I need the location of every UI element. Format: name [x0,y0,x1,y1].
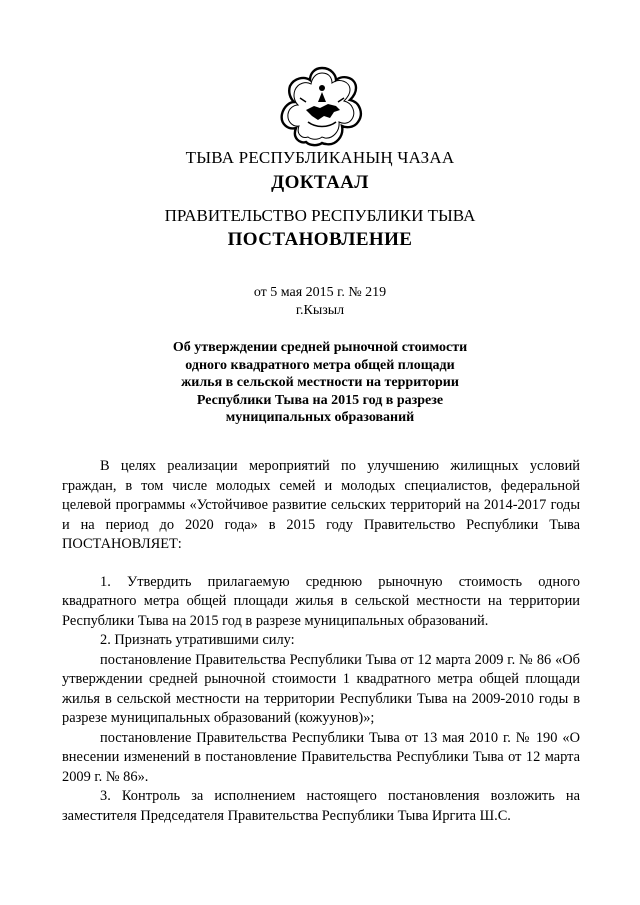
document-city: г.Кызыл [295,303,345,318]
title-line: муниципальных образований [225,410,415,425]
preamble-paragraph: В целях реализации мероприятий по улучшению жилищных условий граждан, в том числе молодых семей и молодых специалистов, федеральной целевой программы «Устойчивое развитие сельских территорий на 2014-2017 годы и на период до 2020 года» в 2015 году Правительство Республики Тыва ПОСТАНОВЛЯЕТ: [62,458,580,552]
item-paragraph-1: 1. Утвердить прилагаемую среднюю рыночную стоимость одного квадратного метра общей площади жилья в сельской местности на территории Республики Тыва на 2015 год в разрезе муниципальных образований. [62,573,580,629]
item-paragraph-2a: постановление Правительства Республики Тыва от 12 марта 2009 г. № 86 «Об утверждении средней рыночной стоимости 1 квадратного метра общей площади жилья в сельской местности на территории Республики Тыва на 2009-2010 годы в разрезе муниципальных образований (кожуунов)»; [62,651,580,726]
russian-government-heading: ПРАВИТЕЛЬСТВО РЕСПУБЛИКИ ТЫВА [164,206,476,225]
item-paragraph-2b: постановление Правительства Республики Тыва от 13 мая 2010 г. № 190 «О внесении изменений в постановление Правительства Республики Тыва от 12 марта 2009 г. № 86». [62,729,580,785]
title-line: Об утверждении средней рыночной стоимости [172,340,468,355]
russian-document-type: ПОСТАНОВЛЕНИЕ [227,229,413,250]
title-line: Республики Тыва на 2015 год в разрезе [196,392,444,408]
document-title [0,339,640,427]
item-paragraph-3: 3. Контроль за исполнением настоящего постановления возложить на заместителя Председателя Правительства Республики Тыва Иргита Ш.С. [62,788,580,824]
tyva-government-heading: ТЫВА РЕСПУБЛИКАНЫҢ ЧАЗАА [185,148,455,167]
document-body [62,457,580,826]
document-date-number: от 5 мая 2015 г. № 219 [253,285,387,300]
tyva-document-type: ДОКТААЛ [271,172,369,193]
title-line: одного квадратного метра общей площади [185,357,455,373]
coat-of-arms-emblem-icon [272,62,372,152]
title-line: жилья в сельской местности на территории [181,375,459,390]
item-paragraph-2: 2. Признать утратившими силу: [100,632,295,648]
